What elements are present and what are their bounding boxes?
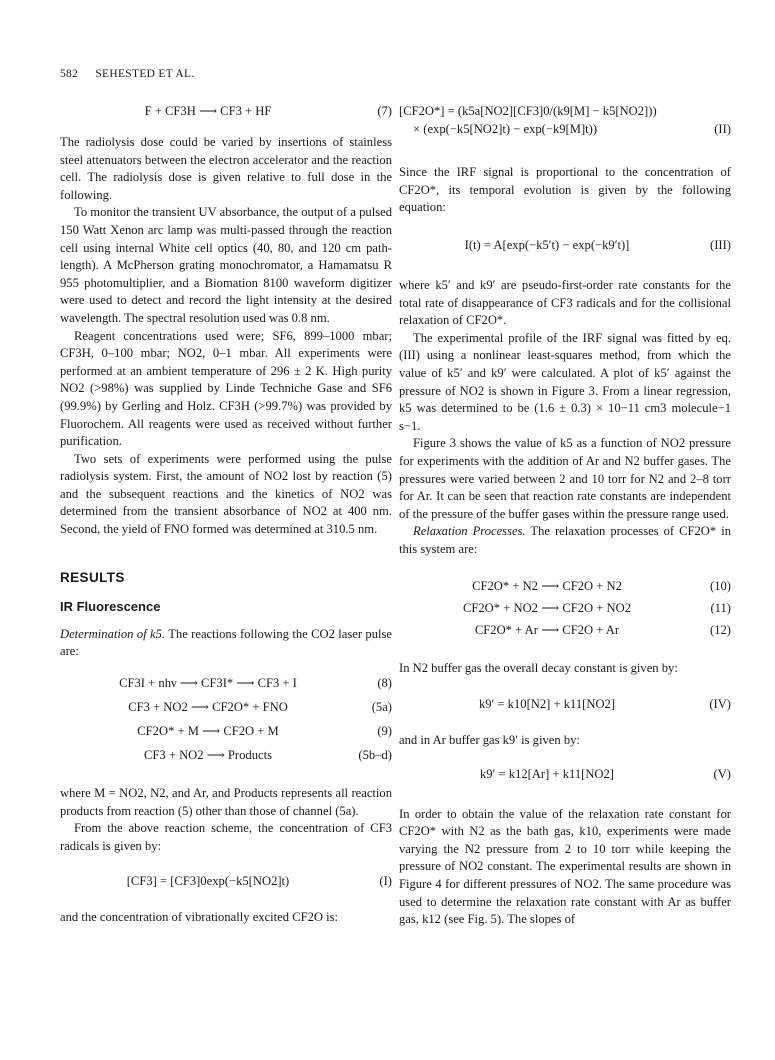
equation-number: (II) xyxy=(714,121,731,136)
equation-number: (V) xyxy=(713,766,731,781)
run-in-title: Determination of k5. xyxy=(60,626,166,641)
subsection-heading: IR Fluorescence xyxy=(60,599,161,615)
paragraph-text: The relaxation processes of CF2O* in this system are: xyxy=(399,524,731,556)
equation-III xyxy=(399,237,731,259)
equation-number: (III) xyxy=(710,237,731,252)
equation-text: [CF3] = [CF3]0exp(−k5[NO2]t) xyxy=(126,874,290,889)
equation-I xyxy=(60,873,392,895)
equation-text: CF3I + nhν ⟶ CF3I* ⟶ CF3 + I xyxy=(119,676,297,691)
equation-text: CF2O* + M ⟶ CF2O + M xyxy=(137,724,279,739)
paragraph: To monitor the transient UV absorbance, the output of a pulsed 150 Watt Xenon arc lamp was multi-passed through the reaction cell using internal White cell optics (40, 80, and 120 cm path-length). A McPherson grating monochromator, a Hamamatsu R 955 photomultiplier, and a Biomation 8100 waveform digitizer were used to detect and record the light intensity at the desired wavelength. The spectral resolution used was 0.8 nm. xyxy=(60,205,392,325)
equation-9 xyxy=(60,723,392,747)
paragraph-text: The reactions following the CO2 laser pulse are: xyxy=(60,626,392,659)
equation-number: (8) xyxy=(377,676,392,691)
paragraph: where k5′ and k9′ are pseudo-first-order rate constants for the total rate of disappearance of CF3 radicals and for the collisional relaxation of CF2O*. xyxy=(399,277,731,328)
reaction-scheme xyxy=(60,675,392,771)
equation-number: (5a) xyxy=(371,700,392,715)
paragraph: The radiolysis dose could be varied by insertions of stainless steel attenuators between the electron accelerator and the reaction cell. The radiolysis dose is given relative to full dose in the following. xyxy=(60,135,392,202)
paragraph: In N2 buffer gas the overall decay constant is given by: xyxy=(399,661,678,676)
equation-text: × (exp(−k5[NO2]t) − exp(−k9[M]t)) xyxy=(413,121,598,136)
paragraph: The experimental profile of the IRF signal was fitted by eq. (III) using a nonlinear least-squares method, from which the value of k5′ and k9′ were calculated. A plot of k5′ against the pressure of NO2 is shown in Figure 3. From a linear regression, k5 was determined to be (1.6 ± 0.3) × 10−11 cm3 molecule−1 s−1. xyxy=(399,330,731,433)
equation-number: (12) xyxy=(710,623,731,638)
equation-line xyxy=(399,103,731,121)
equation-IV xyxy=(399,696,731,718)
equation-text: CF2O* + N2 ⟶ CF2O + N2 xyxy=(472,579,622,594)
equation-text: k9′ = k12[Ar] + k11[NO2] xyxy=(479,766,614,781)
equation-number: (10) xyxy=(710,579,731,594)
paragraph: Figure 3 shows the value of k5 as a function of NO2 pressure for experiments with the addition of Ar and N2 buffer gases. The pressures were varied between 2 and 10 torr for N2 and 2–8 torr for Ar. It can be seen that reaction rate constants are independent of the pressure of the buffer gases within the pressure range used. xyxy=(399,436,731,521)
equation-text: I(t) = A[exp(−k5′t) − exp(−k9′t)] xyxy=(464,237,630,252)
paragraph xyxy=(60,626,392,661)
paragraph: Two sets of experiments were performed using the pulse radiolysis system. First, the amount of NO2 lost by reaction (5) and the subsequent reactions and the kinetics of NO2 was determined from the transient absorbance of NO2 at 400 nm. Second, the yield of FNO formed was determined at 310.5 nm. xyxy=(60,451,392,537)
equation-II xyxy=(399,103,731,138)
relaxation-scheme xyxy=(399,578,731,644)
paragraph: Since the IRF signal is proportional to the concentration of CF2O*, its temporal evolution is given by the following equation: xyxy=(399,165,731,215)
equation-number: (I) xyxy=(379,874,392,889)
running-header xyxy=(60,68,195,80)
section-heading: RESULTS xyxy=(60,569,125,585)
equation-line xyxy=(399,121,731,139)
equation-number: (5b–d) xyxy=(358,748,392,763)
equation-8 xyxy=(60,675,392,699)
equation-text: k9′ = k10[N2] + k11[NO2] xyxy=(478,697,616,712)
equation-5b-d xyxy=(60,747,392,771)
equation-text: CF3 + NO2 ⟶ Products xyxy=(143,748,273,763)
run-in-title: Relaxation Processes. xyxy=(413,524,526,539)
page-number: 582 xyxy=(60,68,79,80)
equation-10 xyxy=(399,578,731,600)
equation-text: F + CF3H ⟶ CF3 + HF xyxy=(144,104,272,118)
equation-text: CF2O* + Ar ⟶ CF2O + Ar xyxy=(474,623,620,638)
right-column xyxy=(399,103,731,929)
equation-text: [CF2O*] = (k5a[NO2][CF3]0/(k9[M] − k5[NO2])) xyxy=(399,104,657,118)
equation-11 xyxy=(399,600,731,622)
paragraph: where M = NO2, N2, and Ar, and Products represents all reaction products from reaction (5) other than those of channel (5a). xyxy=(60,786,392,818)
paragraph xyxy=(399,523,731,558)
paragraph: Reagent concentrations used were; SF6, 899–1000 mbar; CF3H, 0–100 mbar; NO2, 0–1 mbar. All experiments were performed at an ambient temperature of 296 ± 2 K. High purity NO2 (>98%) was supplied by Linde Techniche Gase and SF6 (99.9%) by Gerling and Holz. CF3H (>99.7%) was provided by Fluorochem. All reagents were used as received without further purification. xyxy=(60,328,392,449)
equation-V xyxy=(399,766,731,788)
equation-number: (IV) xyxy=(709,697,731,712)
paragraph: and in Ar buffer gas k9′ is given by: xyxy=(399,733,580,748)
equation-number: (7) xyxy=(377,104,392,118)
paragraph: From the above reaction scheme, the concentration of CF3 radicals is given by: xyxy=(60,821,392,853)
left-column xyxy=(60,103,392,927)
paragraph: In order to obtain the value of the relaxation rate constant for CF2O* with N2 as the bath gas, k10, experiments were made varying the N2 pressure from 2 to 10 torr while keeping the pressure of NO2 constant. The experimental results are shown in Figure 4 for different pressures of NO2. The same procedure was used to determine the relaxation rate constant with Ar as buffer gas, k12 (see Fig. 5). The slopes of xyxy=(399,806,731,927)
equation-5a xyxy=(60,699,392,723)
equation-text: CF3 + NO2 ⟶ CF2O* + FNO xyxy=(128,700,288,715)
running-head: SEHESTED ET AL. xyxy=(95,68,195,80)
equation-number: (9) xyxy=(377,724,392,739)
equation-12 xyxy=(399,622,731,644)
equation-7 xyxy=(60,103,392,125)
equation-text: CF2O* + NO2 ⟶ CF2O + NO2 xyxy=(462,601,631,616)
equation-number: (11) xyxy=(710,601,731,616)
paragraph: and the concentration of vibrationally excited CF2O is: xyxy=(60,910,339,925)
